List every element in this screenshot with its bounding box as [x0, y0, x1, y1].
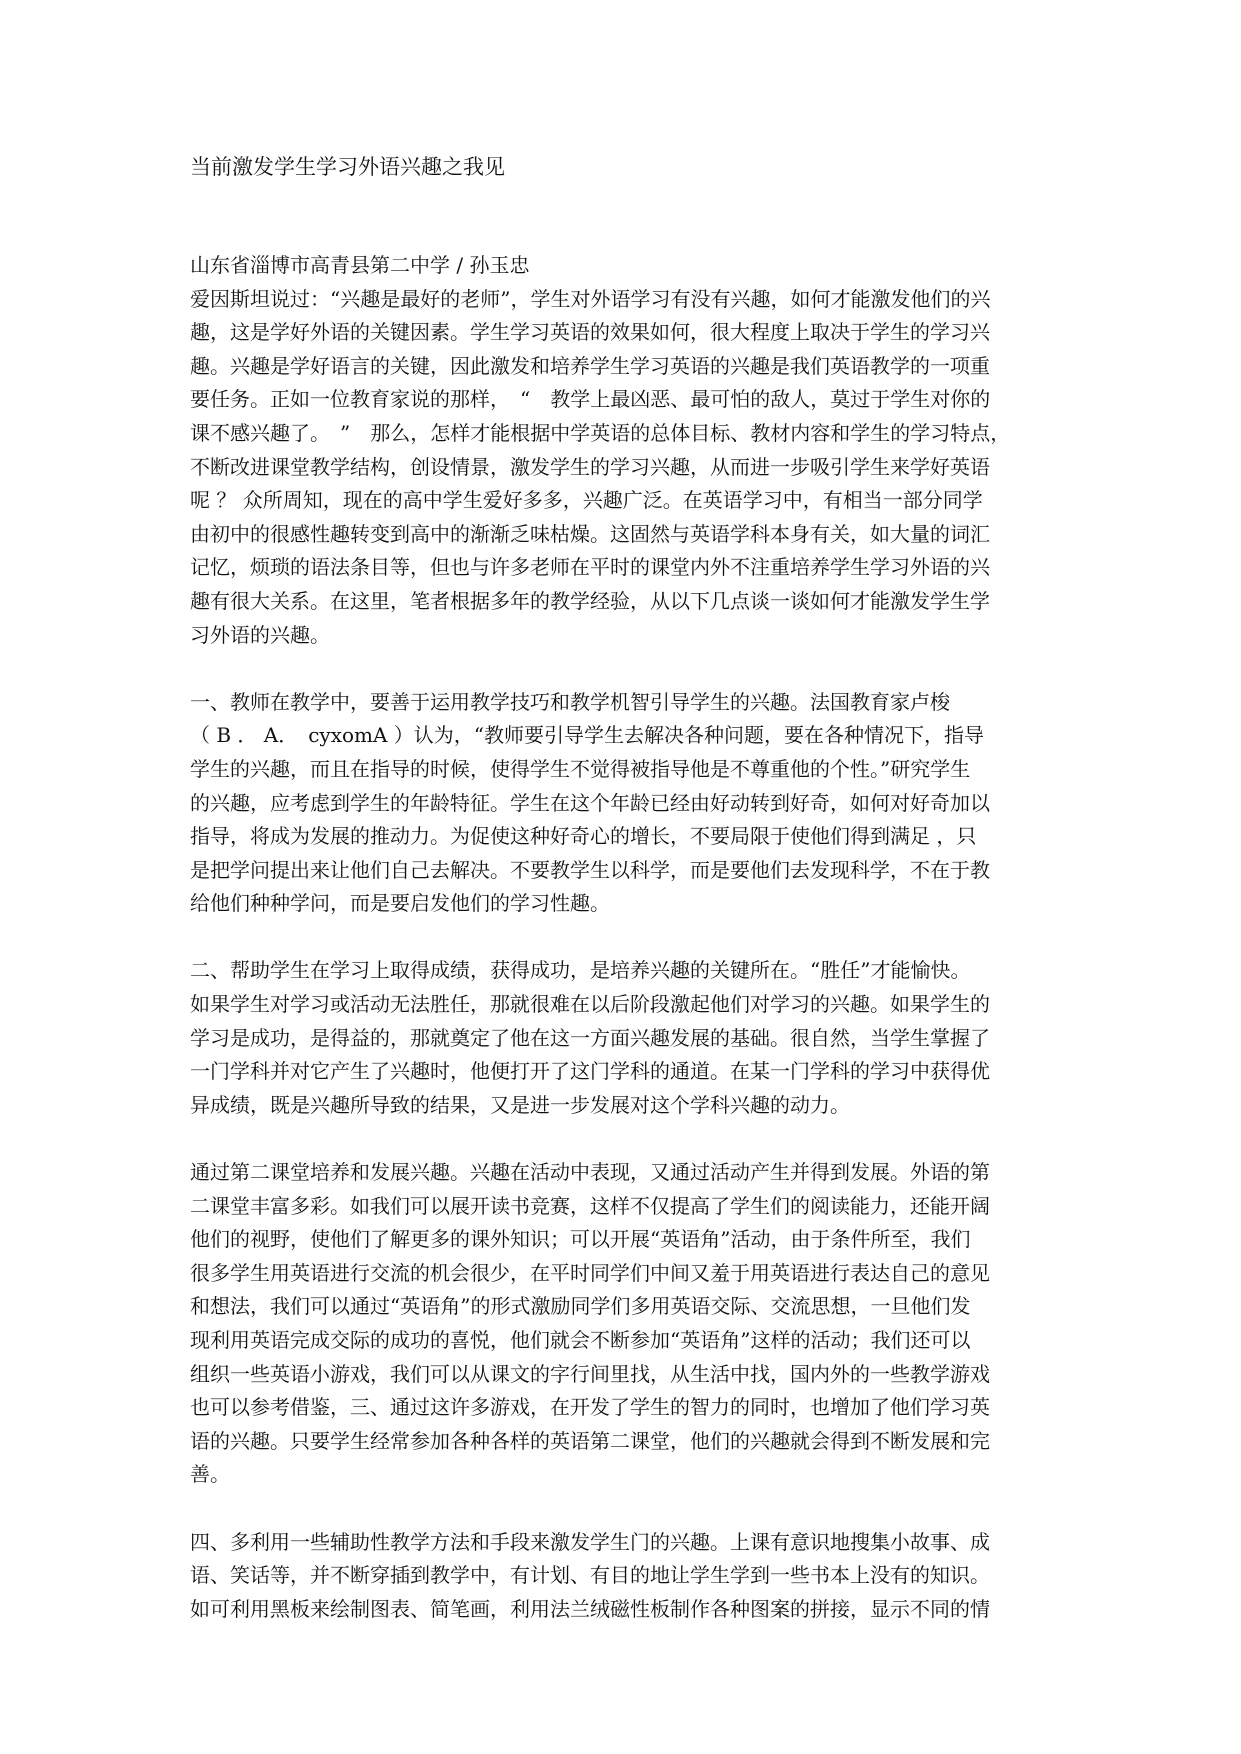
- paragraph-line: 爱因斯坦说过：“兴趣是最好的老师”，学生对外语学习有没有兴趣，如何才能激发他们的兴: [190, 286, 991, 311]
- paragraph-line: 二课堂丰富多彩。如我们可以展开读书竞赛，这样不仅提高了学生们的阅读能力，还能开阔: [190, 1193, 990, 1218]
- paragraph-line: 也可以参考借鉴，三、通过这许多游戏，在开发了学生的智力的同时，也增加了他们学习英: [190, 1395, 990, 1420]
- paragraph-line: 很多学生用英语进行交流的机会很少，在平时同学们中间又羞于用英语进行表达自己的意见: [190, 1260, 990, 1285]
- paragraph-gap: [190, 652, 1070, 686]
- paragraphs: [190, 283, 1070, 1627]
- paragraph-line: 要任务。正如一位教育家说的那样， “ 教学上最凶恶、最可怕的敌人，莫过于学生对你的: [190, 387, 991, 412]
- paragraph: [190, 1526, 1070, 1627]
- paragraph-gap: [190, 1492, 1070, 1526]
- paragraph-line: 记忆，烦琐的语法条目等，但也与许多老师在平时的课堂内外不注重培养学生学习外语的兴: [190, 555, 990, 580]
- author-line: 山东省淄博市高青县第二中学 / 孙玉忠: [190, 253, 530, 277]
- paragraph-line: 学习是成功，是得益的，那就奠定了他在这一方面兴趣发展的基础。很自然，当学生掌握了: [190, 1025, 990, 1050]
- paragraph-line: 是把学问提出来让他们自己去解决。不要教学生以科学，而是要他们去发现科学，不在于教: [190, 857, 990, 882]
- paragraph-line: 呢 ？ 众所周知，现在的高中学生爱好多多，兴趣广泛。在英语学习中，有相当一部分同学: [190, 488, 983, 513]
- paragraph-line: 和想法，我们可以通过“英语角”的形式激励同学们多用英语交际、交流思想，一旦他们发: [190, 1294, 971, 1319]
- paragraph-line: 异成绩，既是兴趣所导致的结果，又是进一步发展对这个学科兴趣的动力。: [190, 1092, 850, 1117]
- paragraph-line: 善。: [190, 1462, 230, 1487]
- paragraph-line: 给他们种种学问，而是要启发他们的学习性趣。: [190, 891, 610, 916]
- paragraph-line: 课不感兴趣了。 ” 那么，怎样才能根据中学英语的总体目标、教材内容和学生的学习特点，: [190, 420, 1011, 445]
- paragraph-line: 组织一些英语小游戏，我们可以从课文的字行间里找，从生活中找，国内外的一些教学游戏: [190, 1361, 990, 1386]
- paragraph-line: 指导，将成为发展的推动力。为促使这种好奇心的增长，不要局限于使他们得到满足 ，只: [190, 824, 977, 849]
- paragraph-line: 他们的视野，使他们了解更多的课外知识；可以开展“英语角”活动，由于条件所至，我们: [190, 1227, 971, 1252]
- paragraph: [190, 283, 1070, 653]
- paragraph-line: 由初中的很感性趣转变到高中的渐渐乏味枯燥。这固然与英语学科本身有关，如大量的词汇: [190, 521, 990, 546]
- document-body: [190, 249, 1070, 1626]
- paragraph-line: （ Β ． Α． cyxomA ）认为，“教师要引导学生去解决各种问题，要在各种情况下，指导: [190, 723, 985, 748]
- paragraph-line: 现利用英语完成交际的成功的喜悦，他们就会不断参加“英语角”这样的活动；我们还可以: [190, 1328, 971, 1352]
- paragraph-line: 二、帮助学生在学习上取得成绩，获得成功，是培养兴趣的关键所在。“胜任”才能愉快。: [190, 958, 971, 983]
- paragraph: [190, 1156, 1070, 1492]
- paragraph-line: 一、教师在教学中，要善于运用教学技巧和教学机智引导学生的兴趣。法国教育家卢梭: [190, 689, 950, 714]
- paragraph-gap: [190, 1122, 1070, 1156]
- paragraph-line: 趣有很大关系。在这里，笔者根据多年的教学经验，从以下几点谈一谈如何才能激发学生学: [190, 588, 990, 613]
- paragraph-line: 如可利用黑板来绘制图表、简笔画，利用法兰绒磁性板制作各种图案的拼接，显示不同的情: [190, 1596, 990, 1621]
- paragraph: [190, 686, 1070, 921]
- paragraph-line: 语、笑话等，并不断穿插到教学中，有计划、有目的地让学生学到一些书本上没有的知识。: [190, 1563, 990, 1588]
- paragraph-line: 的兴趣，应考虑到学生的年龄特征。学生在这个年龄已经由好动转到好奇，如何对好奇加以: [190, 790, 990, 815]
- paragraph-line: 如果学生对学习或活动无法胜任，那就很难在以后阶段激起他们对学习的兴趣。如果学生的: [190, 992, 990, 1017]
- paragraph-line: 趣。兴趣是学好语言的关键，因此激发和培养学生学习英语的兴趣是我们英语教学的一项重: [190, 353, 990, 378]
- paragraph-line: 通过第二课堂培养和发展兴趣。兴趣在活动中表现，又通过活动产生并得到发展。外语的第: [190, 1160, 990, 1185]
- paragraph-line: 不断改进课堂教学结构，创设情景，激发学生的学习兴趣，从而进一步吸引学生来学好英语: [190, 454, 990, 479]
- paragraph-line: 四、多利用一些辅助性教学方法和手段来激发学生门的兴趣。上课有意识地搜集小故事、成: [190, 1529, 990, 1554]
- paragraph-gap: [190, 921, 1070, 955]
- paragraph-line: 趣，这是学好外语的关键因素。学生学习英语的效果如何，很大程度上取决于学生的学习兴: [190, 320, 990, 345]
- paragraph-line: 习外语的兴趣。: [190, 622, 330, 647]
- paragraph-line: 一门学科并对它产生了兴趣时，他便打开了这门学科的通道。在某一门学科的学习中获得优: [190, 1059, 990, 1084]
- paragraph-line: 学生的兴趣，而且在指导的时候，使得学生不觉得被指导他是不尊重他的个性。”研究学生: [190, 756, 971, 781]
- document-title: 当前激发学生学习外语兴趣之我见: [190, 155, 505, 179]
- paragraph-line: 语的兴趣。只要学生经常参加各种各样的英语第二课堂，他们的兴趣就会得到不断发展和完: [190, 1428, 990, 1453]
- paragraph: [190, 954, 1070, 1122]
